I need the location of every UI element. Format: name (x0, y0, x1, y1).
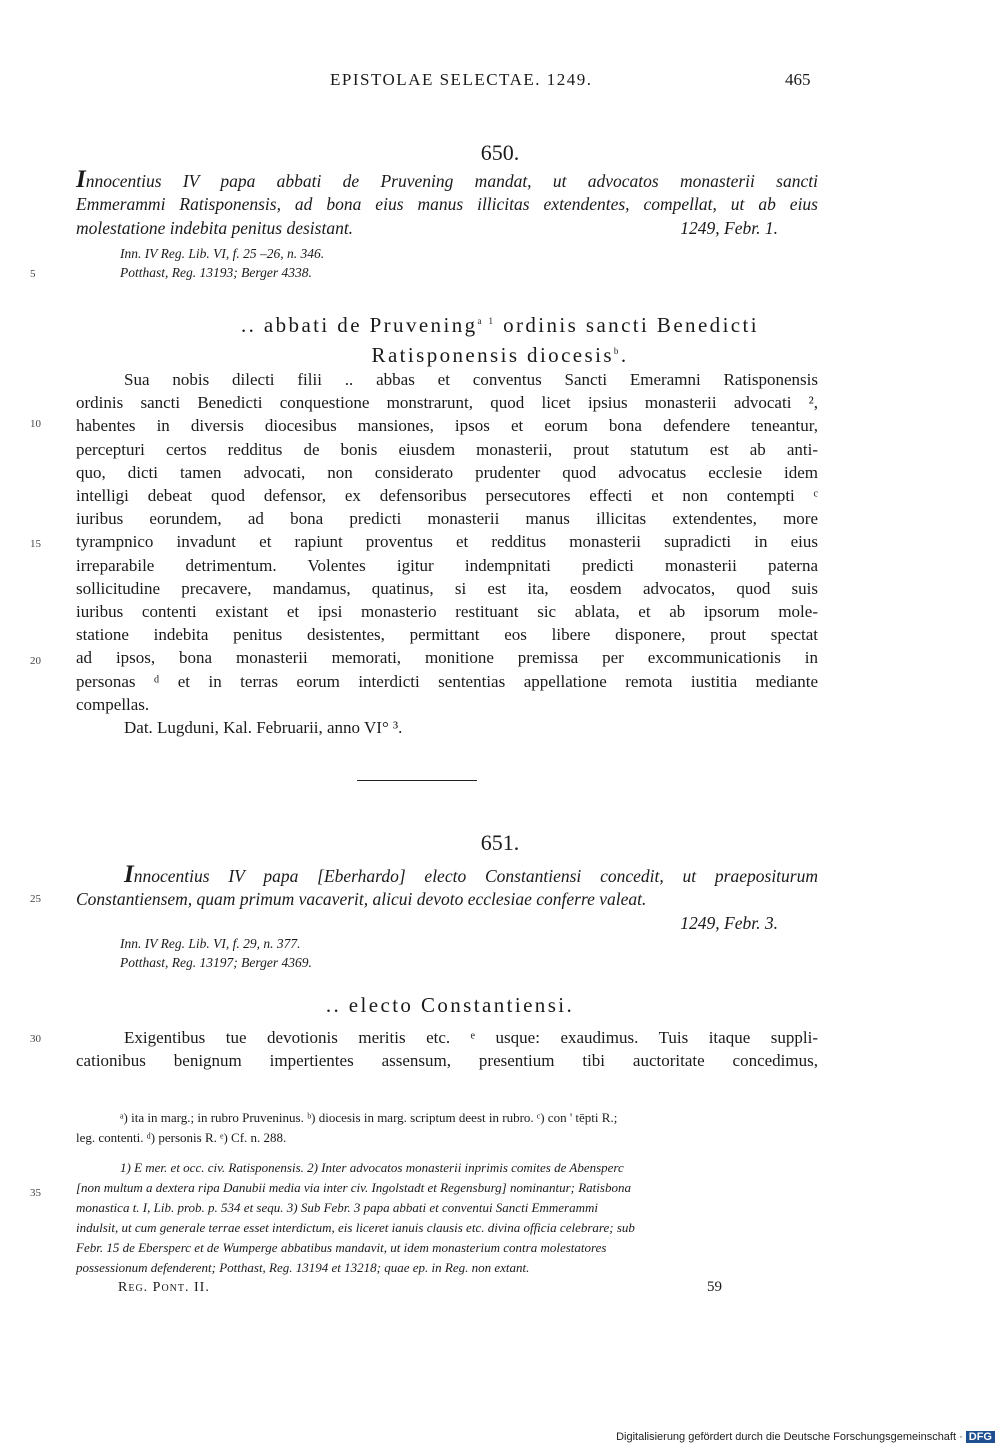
address-650: .. abbati de Pruvening$^{a 1}$ ordinis sancti Benedicti Ratisponensis diocesis$^b$. (240, 313, 759, 367)
regest-651: Innocentius IV papa [Eberhardo] electo Constantiensi concedit, ut praepositurum Constantiensem, quam primum vacaverit, alicui devoto ecclesiae conferre valeat. 1249, Febr. 3. (76, 861, 818, 933)
regest-650: Innocentius IV papa abbati de Pruvening mandat, ut advocatos monasterii sancti Emmerammi Ratisponensis, ad bona eius manus illicitas extendentes, compellat, ut ab eius molestatione indebita penitus desistant. 1249, Febr. 1. (76, 166, 818, 238)
references-651: Inn. IV Reg. Lib. VI, f. 29, n. 377. Potthast, Reg. 13197; Berger 4369. (120, 936, 312, 970)
document-number-651: 651. (480, 830, 520, 855)
address-651: .. electo Constantiensi. (325, 993, 575, 1017)
section-divider (357, 780, 477, 781)
margin-line-number: 30 (30, 1033, 41, 1045)
margin-line-number: 5 (30, 268, 36, 280)
letter-text-651: Exigentibus tue devotionis meritis etc. ᵉ usque: exaudimus. Tuis itaque suppli- cationibus benignum impertientes assensum, presentium tibi auctoritate concedimus, (76, 1028, 818, 1071)
signature-label: Reg. Pont. II. (118, 1280, 210, 1295)
running-title: EPISTOLAE SELECTAE. 1249. (330, 70, 593, 89)
dfg-logo: DFG (966, 1431, 995, 1443)
margin-line-number: 35 (30, 1187, 41, 1199)
margin-line-number: 10 (30, 418, 41, 430)
letter-text-650: Sua nobis dilecti filii .. abbas et conventus Sancti Emeramni Ratisponensis ordinis sancti Benedicti conquestione monstrarunt, quod licet ipsius monasterii advocati ², habentes in diversis diocesibus mansiones, ipsos et eorum bona defendere teneantur, percepturi certos redditus de bonis eiusdem monasterii, prout statutum est ab anti- quo, dicti tamen advocati, non considerato prudenter quod advocatus ecclesie idem intelligi debeat quod defensor, ex defensoribus persecutores effecti et non contempti ᶜ iuribus eorundem, ad bona predicti monasterii manus illicitas extendentes, more tyrampnico invadunt et rapiunt proventus et redditus monasterii supradicti in eius irreparabile detrimentum. Volentes igitur indempnitati predicti monasterii paterna sollicitudine precavere, mandamus, quatinus, si est ita, eosdem advocatos, quod suis iuribus contenti existant et ipsi monasterio restituant sic ablata, et ab ipsorum mole- statione indebita penitus desistentes, permittant eos libere disponere, prout spectat ad ipsos, bona monasterii memorati, monitione premissa per excommunicationis in personas ᵈ et in terras eorum interdicti sententias appellatione remota iustitia mediante compellas. Dat. Lugduni, Kal. Februarii, anno VI° ³. (76, 368, 818, 739)
regest-date: 1249, Febr. 1. (680, 218, 778, 238)
references-650: Inn. IV Reg. Lib. VI, f. 25 –26, n. 346. Potthast, Reg. 13193; Berger 4338. (120, 246, 325, 280)
running-header (0, 70, 1000, 96)
dating-clause: Dat. Lugduni, Kal. Februarii, anno VI° ³. (124, 718, 403, 738)
signature-number: 59 (707, 1279, 722, 1295)
margin-line-number: 20 (30, 655, 41, 667)
regest-date-651: 1249, Febr. 3. (680, 913, 778, 933)
dfg-credit (616, 1431, 995, 1443)
document-number-650: 650. (480, 140, 520, 165)
explanatory-notes: 1) E mer. et occ. civ. Ratisponensis. 2) Inter advocatos monasterii inprimis comites de Abensperc [non multum a dextera ripa Danubii media via inter civ. Ingolstadt et Regensburg] nominantur; Ratisbona monastica t. I, Lib. prob. p. 534 et sequ. 3) Sub Febr. 3 papa abbati et conventui Sancti Emmerammi indulsit, ut cum generale terrae esset interdictum, eis liceret ianuis clausis etc. divina officia celebrare; sub Febr. 15 de Ebersperc et de Wumperge abbatibus mandavit, ut idem monasterium contra molestatores possessionum defenderent; Potthast, Reg. 13194 et 13218; quae ep. in Reg. non extant. (76, 1160, 635, 1275)
critical-apparatus: ᵃ) ita in marg.; in rubro Pruveninus. ᵇ) diocesis in marg. scriptum deest in rubro. ᶜ) con ' tēpti R.; leg. contenti. ᵈ) personis R. ᵉ) Cf. n. 288. (76, 1110, 618, 1145)
regest-initial-651: I (124, 861, 134, 888)
page-number: 465 (785, 70, 811, 89)
dfg-credit-text: Digitalisierung gefördert durch die Deutsche Forschungsgemeinschaft · (616, 1431, 963, 1443)
margin-line-number: 15 (30, 538, 41, 550)
margin-line-number: 25 (30, 893, 41, 905)
regest-initial: I (76, 166, 86, 193)
